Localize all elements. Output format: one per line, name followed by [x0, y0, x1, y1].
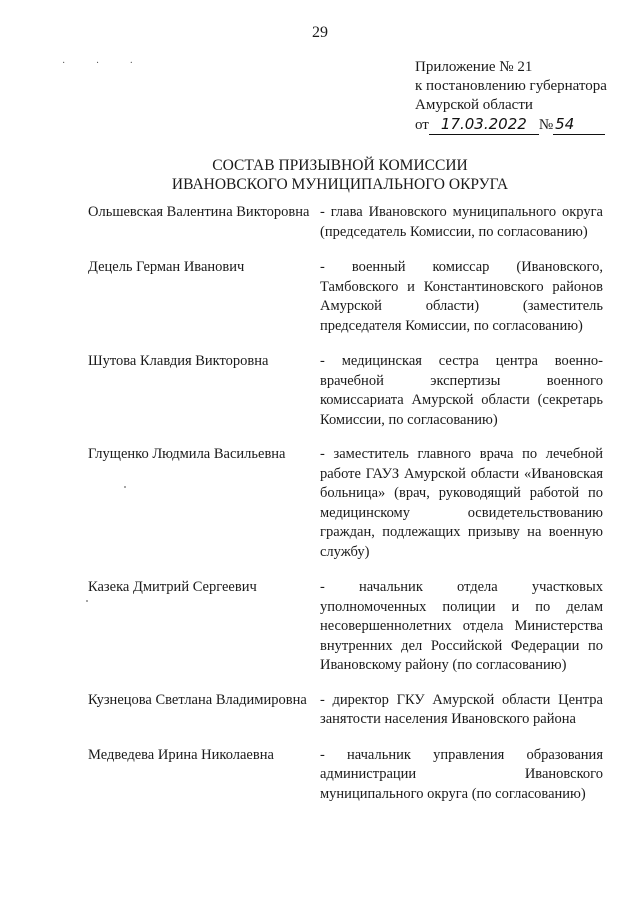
scan-speck: [86, 600, 88, 602]
title-line-1: СОСТАВ ПРИЗЫВНОЙ КОМИССИИ: [212, 157, 468, 174]
member-role: - заместитель главного врача по лечебной работе ГАУЗ Амурской области «Ивановская больница» (врач, руководящий работой по медицинскому освидетельствованию граждан, подлежащих призыву на военную службу): [320, 446, 603, 560]
member-row: [88, 746, 603, 805]
appendix-from-prefix: от: [415, 117, 429, 133]
member-role: - медицинская сестра центра военно-врачебной экспертизы военного комиссариата Амурской области (секретарь Комиссии, по согласованию): [320, 353, 603, 428]
appendix-region: Амурской области: [415, 97, 533, 113]
document-title: [0, 156, 640, 194]
scan-specks: · · ·: [62, 58, 147, 69]
member-name: Децель Герман Иванович: [88, 259, 245, 275]
member-role: - глава Ивановского муниципального округа (председатель Комиссии, по согласованию): [320, 204, 603, 240]
member-role: - директор ГКУ Амурской области Центра занятости населения Ивановского района: [320, 691, 603, 727]
appendix-number-handwritten: 54: [553, 115, 605, 135]
member-name: Глущенко Людмила Васильевна: [88, 446, 286, 462]
member-role: - начальник управления образования администрации Ивановского муниципального округа (по согласованию): [320, 746, 603, 802]
member-name: Казека Дмитрий Сергеевич: [88, 579, 257, 595]
title-line-2: ИВАНОВСКОГО МУНИЦИПАЛЬНОГО ОКРУГА: [171, 176, 509, 193]
appendix-title: Приложение № 21: [415, 59, 533, 75]
member-row: [88, 445, 603, 562]
member-name: Ольшевская Валентина Викторовна: [88, 204, 310, 220]
member-name: Кузнецова Светлана Владимировна: [88, 691, 307, 708]
appendix-block: [415, 58, 607, 135]
scan-speck: [124, 486, 126, 488]
member-role: - начальник отдела участковых уполномоченных полиции и по делам несовершеннолетних отдела Министерства внутренних дел Российской Федерации по Ивановскому району (по согласованию): [320, 579, 603, 673]
member-row: [88, 578, 603, 676]
member-name: Шутова Клавдия Викторовна: [88, 353, 269, 369]
member-row: [88, 258, 603, 336]
page-number: 29: [312, 24, 328, 41]
member-name: Медведева Ирина Николаевна: [88, 746, 274, 763]
appendix-date-handwritten: 17.03.2022: [429, 115, 539, 135]
appendix-date-line: [415, 115, 607, 135]
member-row: [88, 203, 603, 242]
member-row: [88, 352, 603, 430]
commission-members-list: [88, 203, 603, 804]
member-row: [88, 691, 603, 730]
member-role: - военный комиссар (Ивановского, Тамбовского и Константиновского районов Амурской области) (заместитель председателя Комиссии, по согласованию): [320, 259, 603, 334]
appendix-decree-ref: к постановлению губернатора: [415, 78, 607, 94]
appendix-number-sign: №: [538, 117, 554, 133]
